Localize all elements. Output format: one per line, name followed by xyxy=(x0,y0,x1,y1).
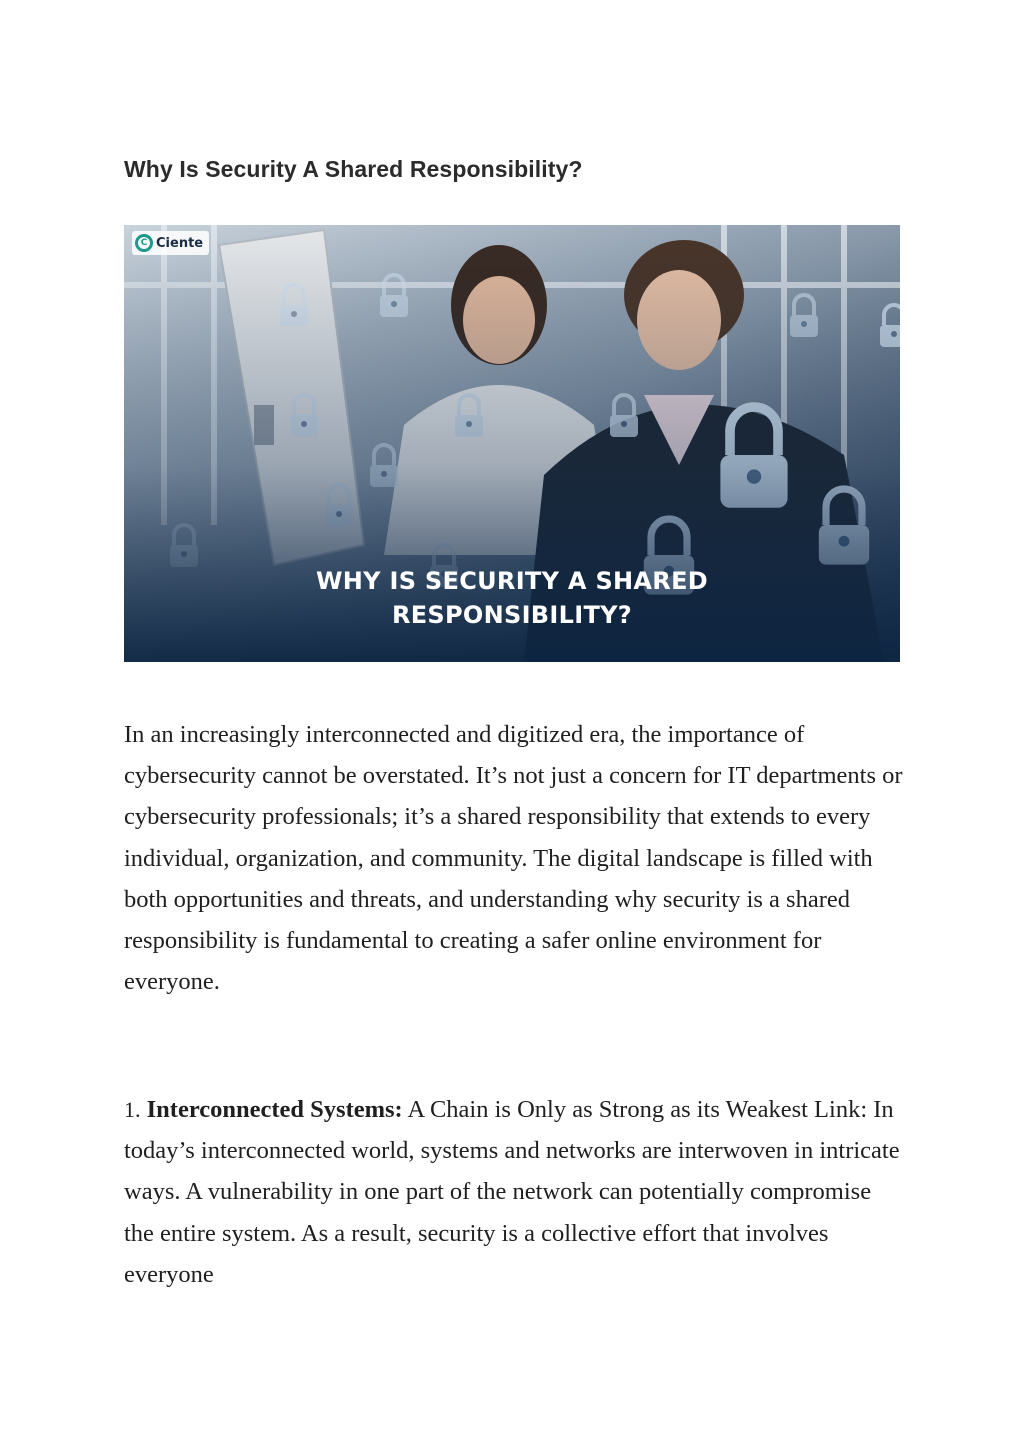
ciente-logo-text: Ciente xyxy=(156,235,204,251)
intro-paragraph: In an increasingly interconnected and digitized era, the importance of cybersecurity cannot be overstated. It’s not just a concern for IT departments or cybersecurity professionals; it’s a shared responsibility that extends to every individual, organization, and community. The digital landscape is filled with both opportunities and threats, and understanding why security is a shared responsibility is fundamental to creating a safer online environment for everyone. xyxy=(124,721,903,996)
hero-image xyxy=(124,225,900,662)
section-1-number: 1. xyxy=(124,1097,141,1122)
section-1-paragraph xyxy=(124,1089,904,1295)
ciente-logo xyxy=(132,231,209,255)
hero-caption-line-1: WHY IS SECURITY A SHARED xyxy=(315,567,709,595)
hero-caption xyxy=(124,564,900,632)
section-1-heading: Interconnected Systems: xyxy=(146,1096,403,1123)
section-1-text: A Chain is Only as Strong as its Weakest Link: In today’s interconnected world, systems and networks are interwoven in intricate ways. A vulnerability in one part of the network can potentially compromise the entire system. As a result, security is a collective effort that involves everyone xyxy=(124,1096,900,1288)
page-title: Why Is Security A Shared Responsibility? xyxy=(124,156,583,182)
ciente-logo-mark: C xyxy=(135,234,153,252)
hero-caption-line-2: RESPONSIBILITY? xyxy=(391,601,633,629)
